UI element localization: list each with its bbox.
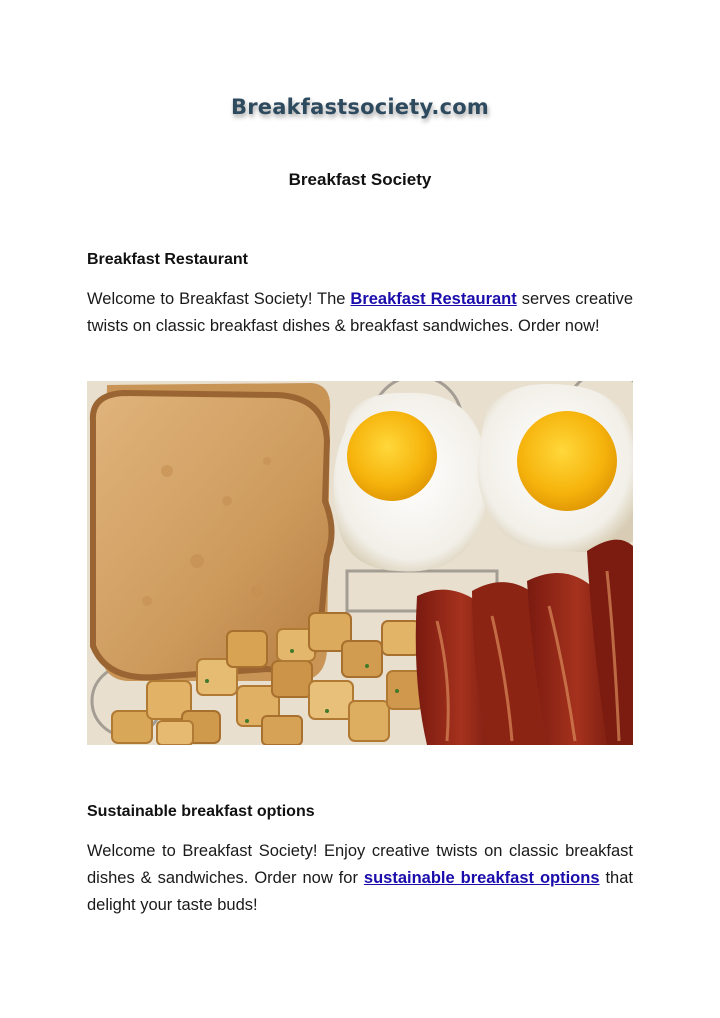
- section-sustainable-options: [87, 803, 633, 919]
- page-title: Breakfast Society: [288, 170, 432, 189]
- section-heading: Sustainable breakfast options: [87, 803, 315, 820]
- section-paragraph: [87, 838, 633, 919]
- section-heading: Breakfast Restaurant: [87, 251, 248, 268]
- section-breakfast-restaurant: [87, 251, 633, 340]
- paragraph-text: that delight your taste buds!: [87, 869, 633, 914]
- breakfast-photo: [87, 381, 633, 745]
- egg-yolk-right: [517, 411, 617, 511]
- site-logo: Breakfastsociety.com: [231, 95, 489, 119]
- breakfast-restaurant-link[interactable]: Breakfast Restaurant: [350, 290, 517, 308]
- paragraph-text: Welcome to Breakfast Society! The: [87, 290, 351, 308]
- section-paragraph: [87, 286, 633, 340]
- paragraph-text: Welcome to Breakfast Society! Enjoy creative twists on classic breakfast dishes & sandwiches. Order now for: [87, 842, 633, 887]
- paragraph-text: serves creative twists on classic breakfast dishes & breakfast sandwiches. Order now!: [87, 290, 634, 335]
- sustainable-breakfast-options-link[interactable]: sustainable breakfast options: [363, 869, 600, 887]
- egg-yolk-left: [347, 411, 437, 501]
